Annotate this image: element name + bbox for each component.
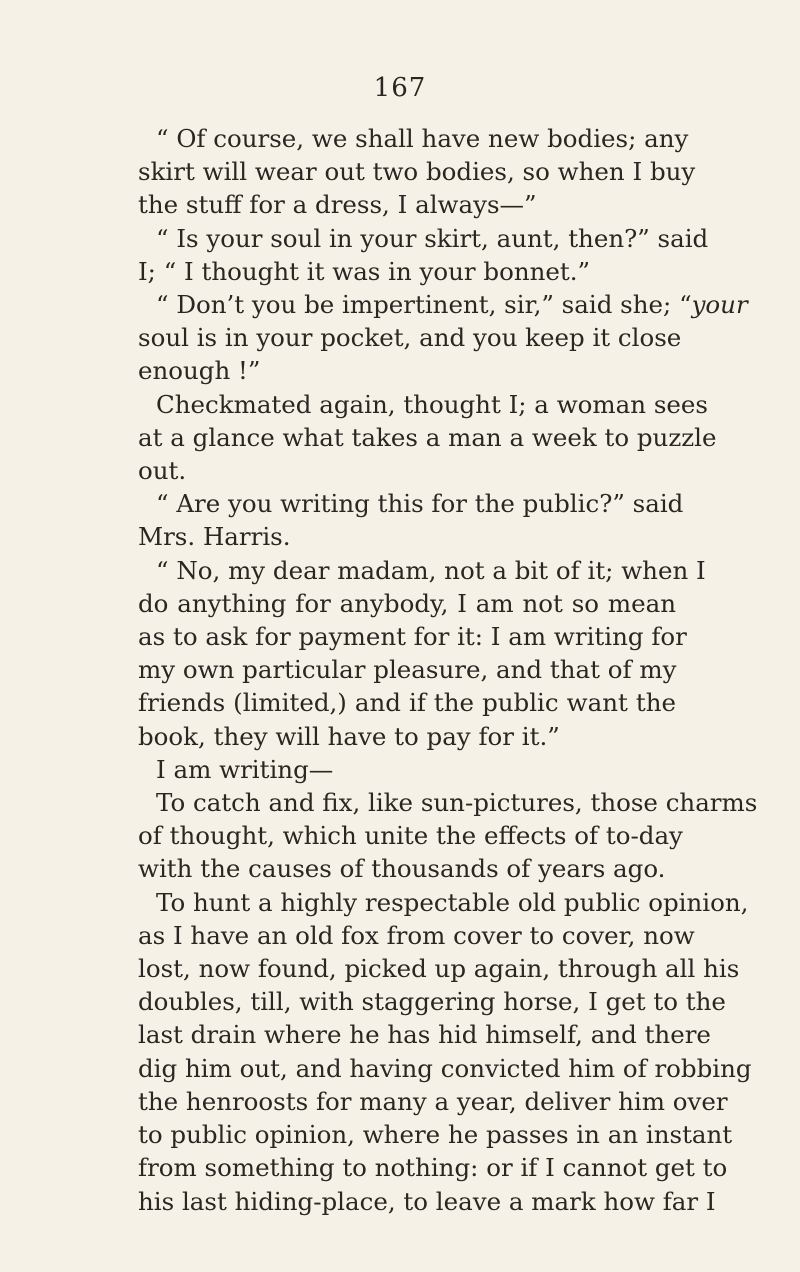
text-line: [138, 886, 749, 919]
page-number: 167: [373, 73, 427, 103]
text-line-content: “ Don’t you be impertinent, sir,” said she; “: [156, 290, 692, 320]
text-line: [138, 388, 708, 421]
text-line-content: from something to nothing: or if I cannot get to: [138, 1153, 728, 1183]
text-line-content: as I have an old fox from cover to cover, now: [138, 920, 695, 950]
text-line: [138, 985, 726, 1018]
text-line-content: I; “ I thought it was in your bonnet.”: [138, 256, 591, 286]
text-line: [138, 421, 717, 454]
text-line: [138, 587, 676, 620]
text-line-content: friends (limited,) and if the public want the: [138, 688, 676, 718]
text-line: [138, 919, 695, 952]
text-line: [138, 753, 676, 786]
text-line-content: Checkmated again, thought I; a woman sees: [156, 389, 708, 419]
text-line-content: my own particular pleasure, and that of my: [138, 655, 677, 685]
text-line: [138, 222, 709, 255]
text-line-content: dig him out, and having convicted him of robbing: [138, 1053, 752, 1083]
text-line: [138, 255, 676, 288]
text-line: [138, 155, 696, 188]
text-line: [138, 487, 684, 520]
text-line: [138, 520, 676, 553]
text-line-content: “ Of course, we shall have new bodies; any: [156, 124, 689, 153]
text-line-content: “ Is your soul in your skirt, aunt, then?” said: [156, 223, 709, 253]
text-line: [138, 620, 687, 653]
text-line-content: with the causes of thousands of years ago.: [138, 854, 666, 884]
text-line: [138, 288, 748, 321]
text-line-content: to public opinion, where he passes in an instant: [138, 1120, 733, 1150]
text-line-content: his last hiding-place, to leave a mark how far I: [138, 1186, 716, 1216]
text-line-content: the henroosts for many a year, deliver him over: [138, 1086, 728, 1116]
text-line-content: do anything for anybody, I am not so mean: [138, 588, 676, 618]
text-line-content: as to ask for payment for it: I am writing for: [138, 622, 687, 652]
text-line: [138, 321, 682, 354]
text-line: [138, 1185, 716, 1218]
text-line: [138, 554, 706, 587]
text-line: [138, 188, 676, 221]
text-line-content: doubles, till, with staggering horse, I get to the: [138, 987, 726, 1017]
text-line-content: of thought, which unite the effects of to-day: [138, 821, 683, 851]
text-line-content: To hunt a highly respectable old public opinion,: [156, 887, 749, 917]
text-line: [138, 686, 676, 719]
text-line-content: at a glance what takes a man a week to puzzle: [138, 422, 717, 452]
text-line: [138, 1052, 752, 1085]
text-line: [138, 852, 676, 885]
text-line-content: out.: [138, 456, 187, 486]
text-line: [138, 720, 676, 753]
text-line: [138, 653, 676, 686]
text-line-content: last drain where he has hid himself, and there: [138, 1020, 711, 1050]
text-line: [138, 952, 740, 985]
text-line: [138, 354, 676, 387]
text-line: [138, 1151, 728, 1184]
italic-word: your: [691, 290, 748, 320]
text-line-content: I am writing—: [156, 754, 334, 784]
text-line-content: lost, now found, picked up again, through all his: [138, 954, 740, 984]
text-line-content: the stuff for a dress, I always—”: [138, 190, 537, 220]
text-line: [138, 1085, 728, 1118]
text-line: [138, 819, 683, 852]
text-line-content: book, they will have to pay for it.”: [138, 721, 560, 751]
text-line: [138, 1118, 733, 1151]
text-line-content: “ Are you writing this for the public?” said: [156, 489, 684, 519]
text-line: [138, 454, 676, 487]
text-line: [138, 786, 758, 819]
text-line-content: skirt will wear out two bodies, so when I buy: [138, 157, 696, 187]
text-line: [138, 122, 689, 155]
text-line-content: To catch and fix, like sun-pictures, those charms: [156, 788, 758, 818]
text-line-content: Mrs. Harris.: [138, 522, 291, 552]
body-text: [138, 122, 758, 1218]
text-line-content: enough !”: [138, 356, 261, 386]
text-line-content: soul is in your pocket, and you keep it close: [138, 323, 682, 353]
text-line-content: “ No, my dear madam, not a bit of it; when I: [156, 555, 706, 585]
text-line: [138, 1018, 711, 1051]
